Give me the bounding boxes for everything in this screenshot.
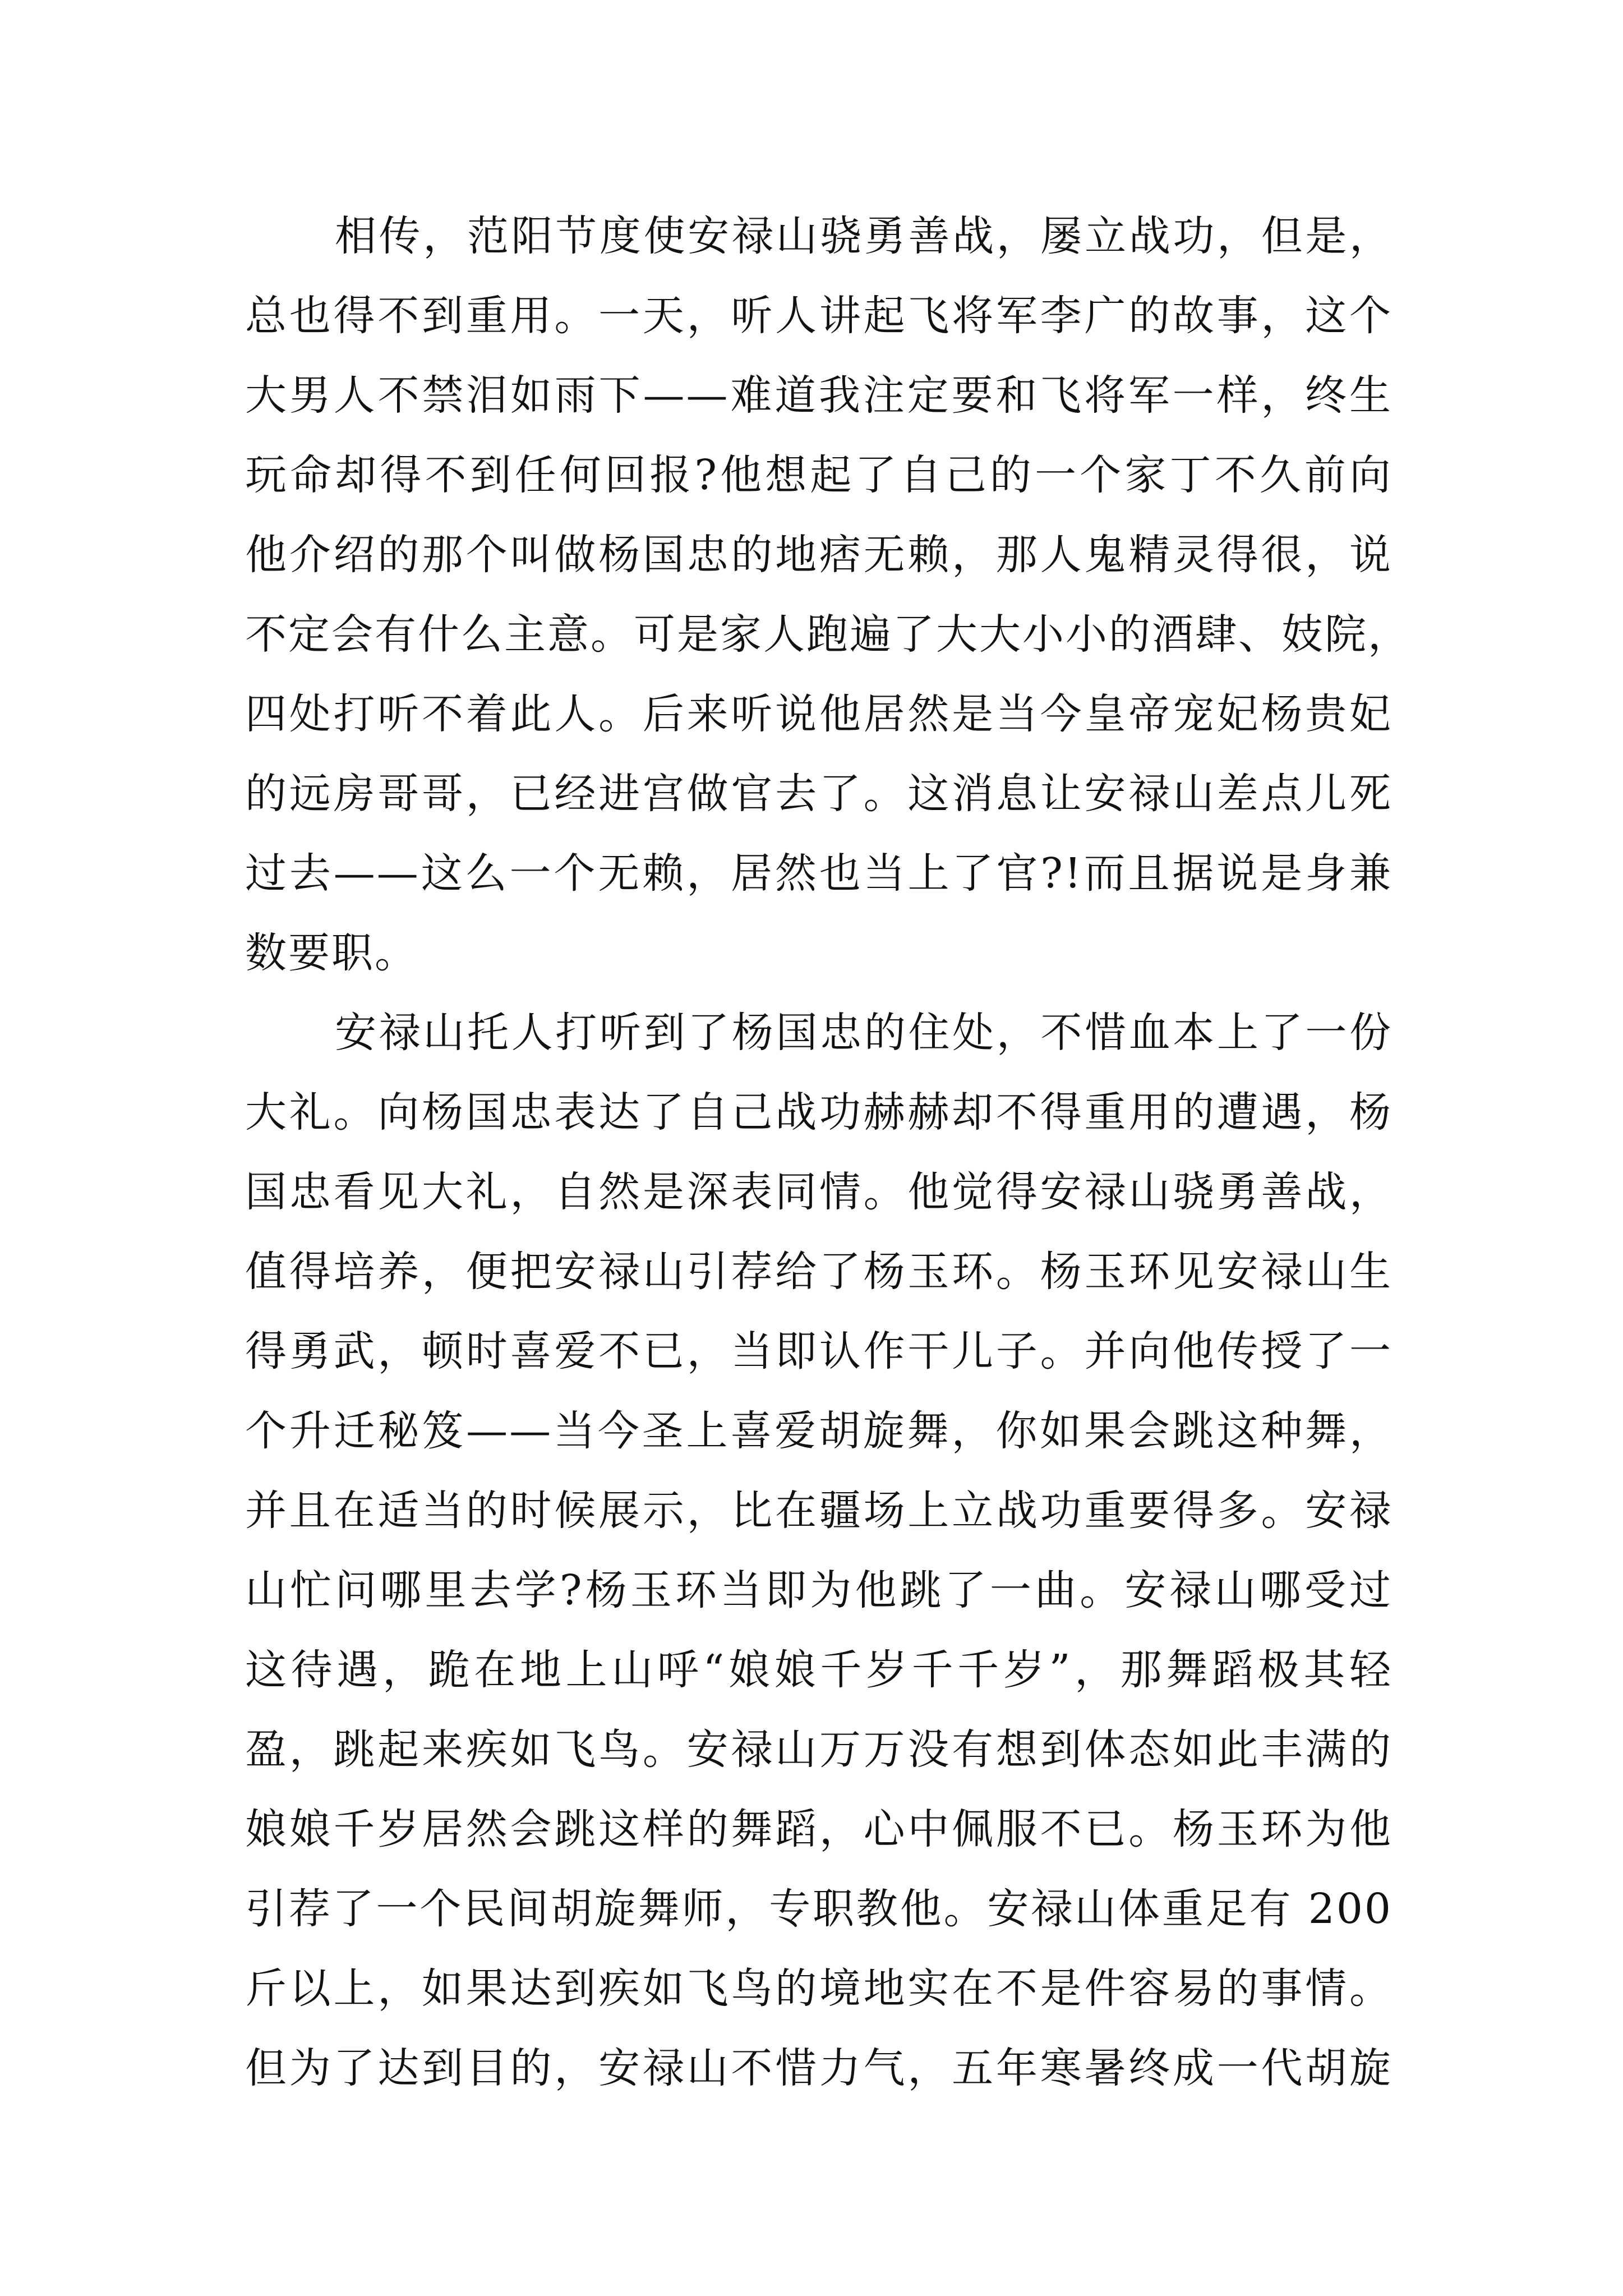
paragraph-2-line-7: 并且在适当的时候展示，比在疆场上立战功重要得多。安禄 [245,1487,1393,1535]
paragraph-2-line-12: 引荐了一个民间胡旋舞师，专职教他。安禄山体重足有 200 [245,1885,1393,1933]
paragraph-1-line-3: 大男人不禁泪如雨下——难道我注定要和飞将军一样，终生 [245,371,1393,420]
paragraph-2-line-10: 盈，跳起来疾如飞鸟。安禄山万万没有想到体态如此丰满的 [245,1726,1393,1774]
paragraph-1-line-1: 相传，范阳节度使安禄山骁勇善战，屡立战功，但是， [335,212,1393,260]
paragraph-2-line-6: 个升迁秘笈——当今圣上喜爱胡旋舞，你如果会跳这种舞， [245,1407,1393,1455]
paragraph-1-line-8: 的远房哥哥，已经进宫做官去了。这消息让安禄山差点儿死 [245,770,1393,818]
paragraph-2-line-4: 值得培养，便把安禄山引荐给了杨玉环。杨玉环见安禄山生 [245,1248,1393,1296]
paragraph-2-line-13: 斤以上，如果达到疾如飞鸟的境地实在不是件容易的事情。 [245,1964,1393,2013]
paragraph-2-line-11: 娘娘千岁居然会跳这样的舞蹈，心中佩服不已。杨玉环为他 [245,1805,1393,1853]
paragraph-2-line-2: 大礼。向杨国忠表达了自己战功赫赫却不得重用的遭遇，杨 [245,1088,1393,1137]
paragraph-2-line-1: 安禄山托人打听到了杨国忠的住处，不惜血本上了一份 [335,1009,1393,1057]
paragraph-2-line-8: 山忙问哪里去学?杨玉环当即为他跳了一曲。安禄山哪受过 [245,1566,1393,1614]
paragraph-1-line-7: 四处打听不着此人。后来听说他居然是当今皇帝宠妃杨贵妃 [245,690,1393,738]
body-text [245,196,1411,2108]
paragraph-2-line-14: 但为了达到目的，安禄山不惜力气，五年寒暑终成一代胡旋 [245,2044,1393,2092]
paragraph-2-line-9: 这待遇，跪在地上山呼“娘娘千岁千千岁”，那舞蹈极其轻 [245,1646,1393,1694]
paragraph-2-line-3: 国忠看见大礼，自然是深表同情。他觉得安禄山骁勇善战， [245,1168,1393,1216]
paragraph-1-line-9: 过去——这么一个无赖，居然也当上了官?!而且据说是身兼 [245,849,1393,898]
paragraph-1-line-4: 玩命却得不到任何回报?他想起了自己的一个家丁不久前向 [245,451,1393,499]
paragraph-1-line-2: 总也得不到重用。一天，听人讲起飞将军李广的故事，这个 [245,292,1393,340]
paragraph-1-line-10: 数要职。 [245,929,418,977]
paragraph-1-line-6: 不定会有什么主意。可是家人跑遍了大大小小的酒肆、妓院， [245,610,1411,659]
paragraph-2-line-5: 得勇武，顿时喜爱不已，当即认作干儿子。并向他传授了一 [245,1327,1393,1375]
paragraph-1-line-5: 他介绍的那个叫做杨国忠的地痞无赖，那人鬼精灵得很，说 [245,531,1393,579]
